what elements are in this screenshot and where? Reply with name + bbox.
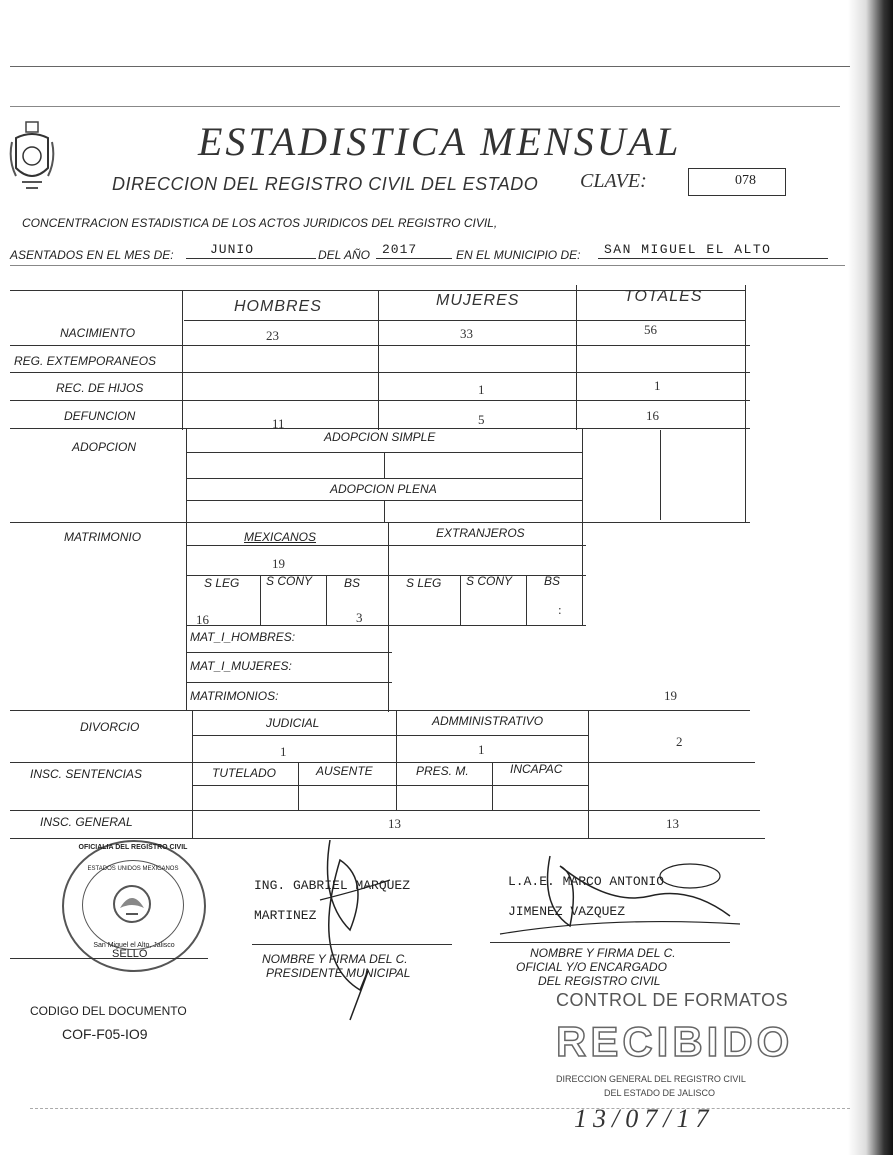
grid-vline <box>260 575 261 625</box>
row-label-matrimonio: MATRIMONIO <box>64 530 142 544</box>
row-label-insc-sentencias: INSC. SENTENCIAS <box>30 767 143 781</box>
municipio-underline <box>598 258 828 259</box>
grid-line <box>10 522 750 523</box>
grid-line <box>186 478 582 479</box>
grid-vline <box>660 430 661 520</box>
rec-hijos-totales: 1 <box>654 378 661 393</box>
grid-vline <box>326 575 327 625</box>
adopcion-plena-label: ADOPCION PLENA <box>330 482 437 496</box>
grid-vline <box>582 428 583 625</box>
subtitle: DIRECCION DEL REGISTRO CIVIL DEL ESTADO <box>112 174 539 194</box>
grid-line <box>10 838 765 839</box>
grid-line <box>10 400 750 401</box>
president-name-1: ING. GABRIEL MARQUEZ <box>254 878 411 893</box>
president-caption-1: NOMBRE Y FIRMA DEL C. <box>262 952 408 966</box>
president-caption-2: PRESIDENTE MUNICIPAL <box>266 966 411 980</box>
president-name-2: MARTINEZ <box>254 908 317 923</box>
grid-vline <box>182 290 183 430</box>
nacimiento-totales: 56 <box>644 322 657 337</box>
grid-vline <box>186 428 187 710</box>
president-sign-line <box>252 944 452 945</box>
stamp-line-2: RECIBIDO <box>556 1018 794 1065</box>
grid-vline <box>384 452 385 478</box>
row-label-adopcion: ADOPCION <box>72 440 137 454</box>
top-rule-2 <box>10 106 840 107</box>
anio-value: 2017 <box>382 242 418 257</box>
extranjeros-label: EXTRANJEROS <box>436 526 525 540</box>
scan-shadow <box>848 0 893 1155</box>
grid-line <box>192 785 588 786</box>
mex-scony-label: S CONY <box>266 574 313 588</box>
grid-vline <box>576 285 577 430</box>
stamp-line-1: CONTROL DE FORMATOS <box>556 990 789 1010</box>
president-signature <box>300 840 410 1030</box>
adopcion-simple-label: ADOPCION SIMPLE <box>324 430 436 444</box>
grid-vline <box>492 762 493 810</box>
matrimonios-total: 19 <box>664 688 677 703</box>
anio-underline <box>376 258 452 259</box>
administrativo-label: ADMMINISTRATIVO <box>432 714 544 728</box>
row-label-nacimiento: NACIMIENTO <box>60 326 136 340</box>
oficial-caption-2: OFICIAL Y/O ENCARGADO <box>516 960 667 974</box>
mex-sleg-label: S LEG <box>204 576 240 590</box>
mex-bs-label: BS <box>344 576 361 590</box>
stamp-line-4: DEL ESTADO DE JALISCO <box>604 1088 716 1098</box>
coat-of-arms-icon <box>8 120 56 194</box>
defuncion-mujeres: 5 <box>478 412 485 427</box>
seal-text-mid: ESTADOS UNIDOS MEXICANOS <box>87 866 179 872</box>
mes-underline <box>186 258 316 259</box>
row-label-divorcio: DIVORCIO <box>80 720 140 734</box>
mexicanos-label: MEXICANOS <box>244 530 317 544</box>
mex-sleg-value: 16 <box>196 612 209 627</box>
asentados-label: ASENTADOS EN EL MES DE: <box>10 248 174 262</box>
grid-line <box>10 372 750 373</box>
municipio-value: SAN MIGUEL EL ALTO <box>604 242 772 257</box>
municipio-label: EN EL MUNICIPIO DE: <box>456 248 581 262</box>
codigo-label: CODIGO DEL DOCUMENTO <box>30 1004 187 1018</box>
seal-text-bottom: San Miguel el Alto, Jalisco <box>93 942 175 949</box>
tutelado-label: TUTELADO <box>212 766 277 780</box>
ext-bs-value: : <box>558 602 562 617</box>
eagle-icon <box>110 882 154 926</box>
oficial-sign-line <box>490 942 730 943</box>
seal-text-top: OFICIALIA DEL REGISTRO CIVIL <box>78 844 188 851</box>
clave-value: 078 <box>735 173 756 188</box>
mat-hombres-label: MAT_I_HOMBRES: <box>190 630 296 644</box>
seal-label: SELLO <box>112 948 148 960</box>
oficial-caption-1: NOMBRE Y FIRMA DEL C. <box>530 946 676 960</box>
judicial-value: 1 <box>280 744 287 759</box>
oficial-signature <box>490 846 750 936</box>
clave-box <box>688 168 786 196</box>
ext-scony-label: S CONY <box>466 574 513 588</box>
header-totales: TOTALES <box>624 288 703 305</box>
oficial-name-1: L.A.E. MARCO ANTONIO <box>508 874 665 889</box>
rec-hijos-mujeres: 1 <box>478 382 485 397</box>
grid-line <box>186 652 392 653</box>
grid-line <box>186 625 586 626</box>
defuncion-totales: 16 <box>646 408 659 423</box>
grid-line <box>10 762 755 763</box>
row-label-reg-ext: REG. EXTEMPORANEOS <box>14 354 157 368</box>
grid-line <box>10 345 750 346</box>
clave-label: CLAVE: <box>580 170 647 192</box>
header-hombres: HOMBRES <box>234 298 322 315</box>
mat-mujeres-label: MAT_I_MUJERES: <box>190 659 292 673</box>
top-rule <box>10 66 850 67</box>
divorcio-total: 2 <box>676 734 683 749</box>
concentracion-text: CONCENTRACION ESTADISTICA DE LOS ACTOS JURIDICOS DEL REGISTRO CIVIL, <box>22 216 498 230</box>
grid-line <box>10 810 760 811</box>
seal-underline <box>10 958 208 959</box>
stamp-date: 13/07/17 <box>574 1104 715 1133</box>
grid-vline <box>745 285 746 523</box>
oficial-name-2: JIMENEZ VAZQUEZ <box>508 904 626 919</box>
stamp-line-3: DIRECCION GENERAL DEL REGISTRO CIVIL <box>556 1074 746 1084</box>
ext-bs-label: BS <box>544 574 561 588</box>
oficial-caption-3: DEL REGISTRO CIVIL <box>538 974 661 988</box>
codigo-value: COF-F05-IO9 <box>62 1026 148 1042</box>
grid-line <box>184 320 746 321</box>
header-mujeres: MUJERES <box>436 292 520 309</box>
grid-vline <box>526 575 527 625</box>
grid-line <box>192 735 588 736</box>
bottom-dotted-line <box>30 1108 850 1109</box>
grid-vline <box>460 575 461 625</box>
grid-vline <box>298 762 299 810</box>
row-label-defuncion: DEFUNCION <box>64 409 136 423</box>
grid-vline <box>396 710 397 810</box>
mex-bs-value: 3 <box>356 610 363 625</box>
administrativo-value: 1 <box>478 742 485 757</box>
row-label-rec-hijos: REC. DE HIJOS <box>56 381 144 395</box>
grid-line <box>10 710 750 711</box>
insc-general-value: 13 <box>388 816 401 831</box>
insc-general-total: 13 <box>666 816 679 831</box>
grid-vline <box>588 710 589 838</box>
ext-sleg-label: S LEG <box>406 576 442 590</box>
mes-value: JUNIO <box>210 242 255 257</box>
mexicanos-total: 19 <box>272 556 285 571</box>
judicial-label: JUDICIAL <box>266 716 320 730</box>
form-top-line <box>10 265 845 266</box>
ausente-label: AUSENTE <box>316 764 373 778</box>
defuncion-hombres: 11 <box>272 416 285 431</box>
matrimonios-label: MATRIMONIOS: <box>190 689 279 703</box>
grid-line <box>186 545 586 546</box>
pres-label: PRES. M. <box>416 764 469 778</box>
grid-vline <box>388 522 389 712</box>
nacimiento-mujeres: 33 <box>460 326 473 341</box>
nacimiento-hombres: 23 <box>266 328 279 343</box>
anio-label: DEL AÑO <box>318 248 371 262</box>
page-title: ESTADISTICA MENSUAL <box>198 119 682 164</box>
grid-vline <box>378 290 379 430</box>
incapac-label: INCAPAC <box>510 762 563 776</box>
grid-vline <box>384 500 385 522</box>
row-label-insc-general: INSC. GENERAL <box>40 815 133 829</box>
grid-vline <box>192 710 193 838</box>
grid-line <box>10 428 750 429</box>
grid-line <box>186 682 392 683</box>
